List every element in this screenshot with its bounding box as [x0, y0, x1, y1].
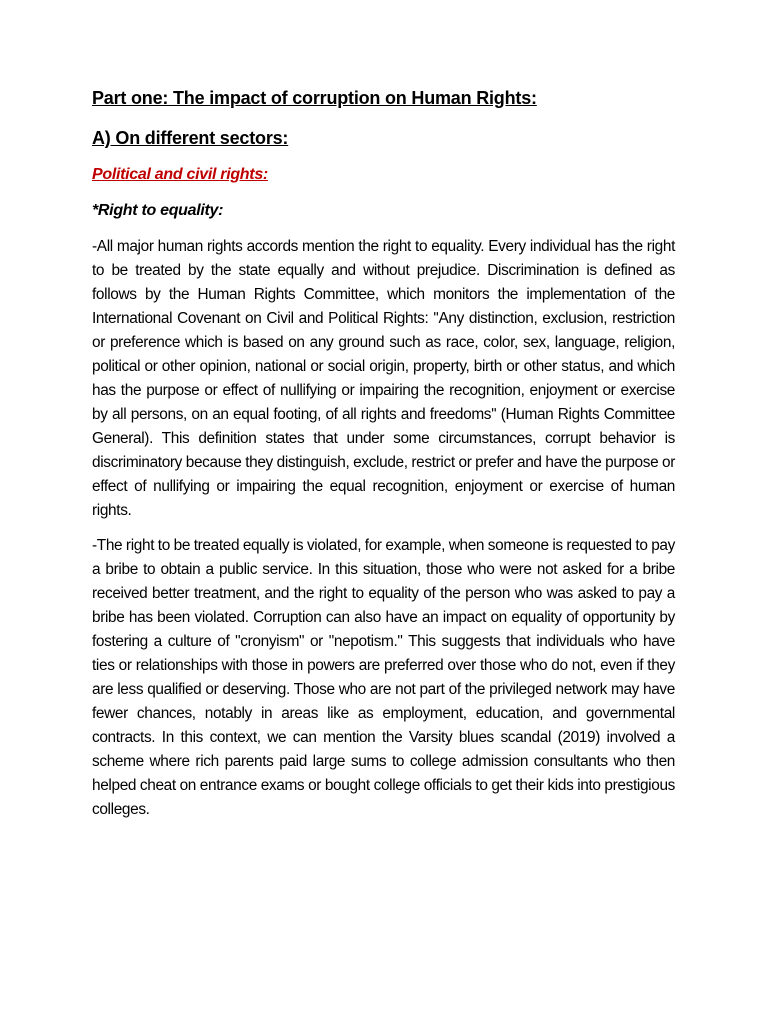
subheading-right-to-equality: *Right to equality:: [92, 202, 224, 219]
heading-part-one: Part one: The impact of corruption on Human Rights:: [92, 88, 537, 108]
paragraph-equality-definition: -All major human rights accords mention the right to equality. Every individual has the right to be treated by the state equally and without prejudice. Discrimination is defined as follows by the Human Rights Committee, which monitors the implementation of the International Covenant on Civil and Political Rights: ʹʹAny distinction, exclusion, restriction or preference which is based on any ground such as race, color, sex, language, religion, political or other opinion, national or social origin, property, birth or other status, and which has the purpose or effect of nullifying or impairing the recognition, enjoyment or exercise by all persons, on an equal footing, of all rights and freedomsʹʹ (Human Rights Committee General). This definition states that under some circumstances, corrupt behavior is discriminatory because they distinguish, exclude, restrict or prefer and have the purpose or effect of nullifying or impairing the equal recognition, enjoyment or exercise of human rights.: [92, 238, 675, 519]
subheading-political-civil-rights: Political and civil rights:: [92, 166, 268, 183]
paragraph-equality-violation: -The right to be treated equally is violated, for example, when someone is requested to pay a bribe to obtain a public service. In this situation, those who were not asked for a bribe received better treatment, and the right to equality of the person who was asked to pay a bribe has been violated. Corruption can also have an impact on equality of opportunity by fostering a culture of "cronyism" or "nepotism." This suggests that individuals who have ties or relationships with those in powers are preferred over those who do not, even if they are less qualified or deserving. Those who are not part of the privileged network may have fewer chances, notably in areas like as employment, education, and governmental contracts. In this context, we can mention the Varsity blues scandal (2019) involved a scheme where rich parents paid large sums to college admission consultants who then helped cheat on entrance exams or bought college officials to get their kids into prestigious colleges.: [92, 537, 675, 818]
document-page: [92, 86, 675, 833]
heading-different-sectors: A) On different sectors:: [92, 128, 289, 148]
